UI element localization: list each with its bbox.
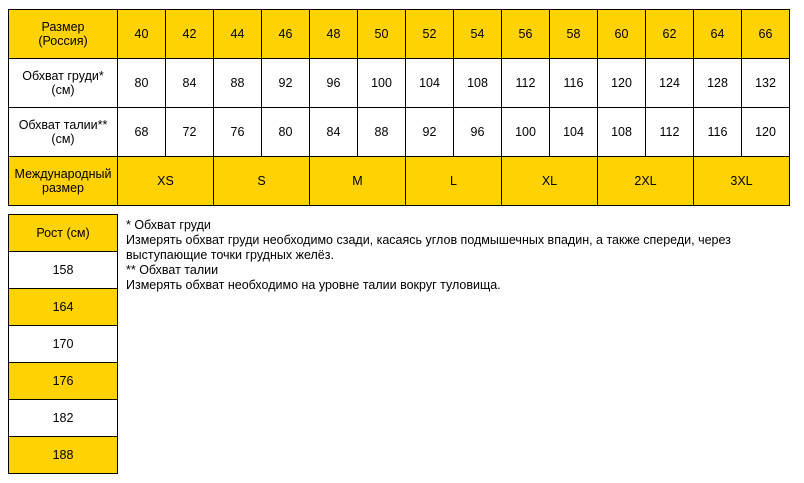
chest-cell: 84: [166, 59, 214, 108]
size-row-label: Размер (Россия): [9, 10, 118, 59]
height-cell: 176: [9, 363, 118, 400]
size-cell: 44: [214, 10, 262, 59]
size-cell: 42: [166, 10, 214, 59]
chest-cell: 92: [262, 59, 310, 108]
intl-size-cell: S: [214, 157, 310, 206]
intl-size-cell: XS: [118, 157, 214, 206]
size-cell: 56: [502, 10, 550, 59]
waist-cell: 92: [406, 108, 454, 157]
size-cell: 60: [598, 10, 646, 59]
waist-cell: 96: [454, 108, 502, 157]
chest-cell: 100: [358, 59, 406, 108]
size-cell: 54: [454, 10, 502, 59]
chest-cell: 80: [118, 59, 166, 108]
chest-cell: 116: [550, 59, 598, 108]
size-cell: 48: [310, 10, 358, 59]
waist-cell: 116: [694, 108, 742, 157]
size-cell: 62: [646, 10, 694, 59]
height-cell: 182: [9, 400, 118, 437]
chest-row: [9, 59, 790, 108]
size-row: [9, 10, 790, 59]
intl-size-cell: M: [310, 157, 406, 206]
height-cell: 188: [9, 437, 118, 474]
waist-cell: 104: [550, 108, 598, 157]
size-cell: 58: [550, 10, 598, 59]
chest-cell: 108: [454, 59, 502, 108]
chest-cell: 104: [406, 59, 454, 108]
waist-row: [9, 108, 790, 157]
size-cell: 64: [694, 10, 742, 59]
chest-row-label: Обхват груди* (см): [9, 59, 118, 108]
height-cell: 170: [9, 326, 118, 363]
height-header: Рост (см): [9, 215, 118, 252]
waist-cell: 100: [502, 108, 550, 157]
chest-note-text-line2: выступающие точки грудных желёз.: [126, 248, 334, 262]
waist-cell: 108: [598, 108, 646, 157]
intl-size-row: [9, 157, 790, 206]
chest-note-title: * Обхват груди: [126, 218, 211, 232]
chest-cell: 88: [214, 59, 262, 108]
waist-note-title: ** Обхват талии: [126, 263, 219, 277]
chest-cell: 112: [502, 59, 550, 108]
waist-cell: 112: [646, 108, 694, 157]
waist-cell: 72: [166, 108, 214, 157]
size-chart-table: [8, 9, 790, 206]
size-cell: 52: [406, 10, 454, 59]
chest-cell: 96: [310, 59, 358, 108]
intl-size-cell: XL: [502, 157, 598, 206]
size-cell: 40: [118, 10, 166, 59]
waist-cell: 68: [118, 108, 166, 157]
size-cell: 66: [742, 10, 790, 59]
size-cell: 50: [358, 10, 406, 59]
height-cell: 158: [9, 252, 118, 289]
height-table: [8, 214, 118, 474]
waist-cell: 88: [358, 108, 406, 157]
waist-cell: 76: [214, 108, 262, 157]
waist-cell: 120: [742, 108, 790, 157]
intl-size-cell: 2XL: [598, 157, 694, 206]
intl-row-label: Международный размер: [9, 157, 118, 206]
intl-size-cell: 3XL: [694, 157, 790, 206]
waist-row-label: Обхват талии** (см): [9, 108, 118, 157]
chest-note-text-line1: Измерять обхват груди необходимо сзади, касаясь углов подмышечных впадин, а также спереди, через: [126, 233, 731, 247]
waist-cell: 84: [310, 108, 358, 157]
height-cell: 164: [9, 289, 118, 326]
waist-note-text: Измерять обхват необходимо на уровне талии вокруг туловища.: [126, 278, 501, 292]
measurement-notes: [126, 218, 786, 293]
waist-cell: 80: [262, 108, 310, 157]
chest-cell: 132: [742, 59, 790, 108]
chest-cell: 124: [646, 59, 694, 108]
size-cell: 46: [262, 10, 310, 59]
intl-size-cell: L: [406, 157, 502, 206]
chest-cell: 120: [598, 59, 646, 108]
chest-cell: 128: [694, 59, 742, 108]
